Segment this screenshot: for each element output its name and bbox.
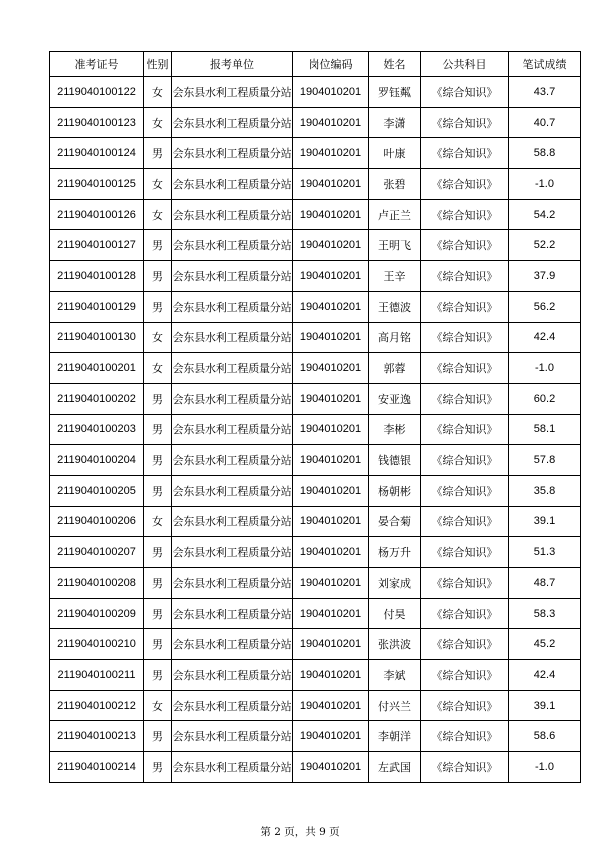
score-cell: 60.2 xyxy=(509,383,581,414)
score-cell: 48.7 xyxy=(509,568,581,599)
score-cell: 58.8 xyxy=(509,138,581,169)
score-cell: -1.0 xyxy=(509,353,581,384)
score-cell: 35.8 xyxy=(509,475,581,506)
gender-cell: 男 xyxy=(144,138,172,169)
gender-cell: 男 xyxy=(144,291,172,322)
unit-cell: 会东县水利工程质量分站 xyxy=(172,690,293,721)
subject-cell: 《综合知识》 xyxy=(421,77,509,108)
exam-id-cell: 2119040100212 xyxy=(50,690,144,721)
subject-cell: 《综合知识》 xyxy=(421,414,509,445)
name-cell: 钱德银 xyxy=(369,445,421,476)
exam-id-cell: 2119040100214 xyxy=(50,752,144,783)
score-cell: 51.3 xyxy=(509,537,581,568)
gender-cell: 女 xyxy=(144,506,172,537)
subject-cell: 《综合知识》 xyxy=(421,138,509,169)
unit-cell: 会东县水利工程质量分站 xyxy=(172,107,293,138)
unit-cell: 会东县水利工程质量分站 xyxy=(172,414,293,445)
gender-cell: 女 xyxy=(144,199,172,230)
table-row xyxy=(50,169,581,200)
table-row xyxy=(50,261,581,292)
name-cell: 安亚逸 xyxy=(369,383,421,414)
position-code-cell: 1904010201 xyxy=(293,598,369,629)
name-cell: 杨朝彬 xyxy=(369,475,421,506)
exam-id-cell: 2119040100209 xyxy=(50,598,144,629)
subject-cell: 《综合知识》 xyxy=(421,475,509,506)
position-code-cell: 1904010201 xyxy=(293,383,369,414)
subject-cell: 《综合知识》 xyxy=(421,169,509,200)
exam-id-cell: 2119040100210 xyxy=(50,629,144,660)
table-row xyxy=(50,475,581,506)
exam-id-cell: 2119040100204 xyxy=(50,445,144,476)
table-row xyxy=(50,107,581,138)
gender-cell: 女 xyxy=(144,690,172,721)
position-code-cell: 1904010201 xyxy=(293,138,369,169)
name-cell: 晏合菊 xyxy=(369,506,421,537)
name-cell: 付昊 xyxy=(369,598,421,629)
exam-id-cell: 2119040100202 xyxy=(50,383,144,414)
table-row xyxy=(50,445,581,476)
name-cell: 王辛 xyxy=(369,261,421,292)
table-row xyxy=(50,291,581,322)
gender-cell: 男 xyxy=(144,752,172,783)
name-cell: 刘家成 xyxy=(369,568,421,599)
position-code-cell: 1904010201 xyxy=(293,568,369,599)
header-position-code: 岗位编码 xyxy=(293,52,369,77)
page-number: 第 2 页，共 9 页 xyxy=(260,826,340,838)
table-row xyxy=(50,568,581,599)
subject-cell: 《综合知识》 xyxy=(421,445,509,476)
score-cell: 40.7 xyxy=(509,107,581,138)
table-row xyxy=(50,752,581,783)
score-cell: 39.1 xyxy=(509,506,581,537)
unit-cell: 会东县水利工程质量分站 xyxy=(172,721,293,752)
unit-cell: 会东县水利工程质量分站 xyxy=(172,322,293,353)
score-cell: 42.4 xyxy=(509,660,581,691)
unit-cell: 会东县水利工程质量分站 xyxy=(172,506,293,537)
table-row xyxy=(50,230,581,261)
position-code-cell: 1904010201 xyxy=(293,445,369,476)
score-cell: 56.2 xyxy=(509,291,581,322)
gender-cell: 男 xyxy=(144,629,172,660)
position-code-cell: 1904010201 xyxy=(293,506,369,537)
table-row xyxy=(50,414,581,445)
gender-cell: 男 xyxy=(144,383,172,414)
gender-cell: 女 xyxy=(144,77,172,108)
name-cell: 罗钰粼 xyxy=(369,77,421,108)
score-cell: 58.1 xyxy=(509,414,581,445)
exam-id-cell: 2119040100203 xyxy=(50,414,144,445)
gender-cell: 男 xyxy=(144,230,172,261)
subject-cell: 《综合知识》 xyxy=(421,107,509,138)
position-code-cell: 1904010201 xyxy=(293,660,369,691)
name-cell: 叶康 xyxy=(369,138,421,169)
header-unit: 报考单位 xyxy=(172,52,293,77)
score-cell: -1.0 xyxy=(509,752,581,783)
exam-id-cell: 2119040100201 xyxy=(50,353,144,384)
name-cell: 李彬 xyxy=(369,414,421,445)
position-code-cell: 1904010201 xyxy=(293,230,369,261)
table-row xyxy=(50,138,581,169)
table-header xyxy=(50,52,581,77)
position-code-cell: 1904010201 xyxy=(293,199,369,230)
table-row xyxy=(50,322,581,353)
gender-cell: 女 xyxy=(144,107,172,138)
unit-cell: 会东县水利工程质量分站 xyxy=(172,660,293,691)
position-code-cell: 1904010201 xyxy=(293,261,369,292)
header-subject: 公共科目 xyxy=(421,52,509,77)
position-code-cell: 1904010201 xyxy=(293,629,369,660)
exam-score-table xyxy=(49,51,581,783)
unit-cell: 会东县水利工程质量分站 xyxy=(172,169,293,200)
exam-id-cell: 2119040100123 xyxy=(50,107,144,138)
unit-cell: 会东县水利工程质量分站 xyxy=(172,199,293,230)
unit-cell: 会东县水利工程质量分站 xyxy=(172,568,293,599)
position-code-cell: 1904010201 xyxy=(293,414,369,445)
gender-cell: 女 xyxy=(144,322,172,353)
exam-id-cell: 2119040100205 xyxy=(50,475,144,506)
exam-id-cell: 2119040100208 xyxy=(50,568,144,599)
table-row xyxy=(50,537,581,568)
name-cell: 张洪波 xyxy=(369,629,421,660)
subject-cell: 《综合知识》 xyxy=(421,721,509,752)
position-code-cell: 1904010201 xyxy=(293,169,369,200)
header-gender: 性别 xyxy=(144,52,172,77)
name-cell: 卢正兰 xyxy=(369,199,421,230)
score-cell: 58.6 xyxy=(509,721,581,752)
name-cell: 杨万升 xyxy=(369,537,421,568)
unit-cell: 会东县水利工程质量分站 xyxy=(172,383,293,414)
subject-cell: 《综合知识》 xyxy=(421,690,509,721)
unit-cell: 会东县水利工程质量分站 xyxy=(172,77,293,108)
unit-cell: 会东县水利工程质量分站 xyxy=(172,230,293,261)
exam-id-cell: 2119040100125 xyxy=(50,169,144,200)
table-body xyxy=(50,77,581,783)
position-code-cell: 1904010201 xyxy=(293,353,369,384)
unit-cell: 会东县水利工程质量分站 xyxy=(172,445,293,476)
table-row xyxy=(50,690,581,721)
table-row xyxy=(50,353,581,384)
score-cell: 54.2 xyxy=(509,199,581,230)
score-cell: 57.8 xyxy=(509,445,581,476)
score-cell: 39.1 xyxy=(509,690,581,721)
score-cell: 43.7 xyxy=(509,77,581,108)
name-cell: 左武国 xyxy=(369,752,421,783)
table-row xyxy=(50,199,581,230)
subject-cell: 《综合知识》 xyxy=(421,383,509,414)
unit-cell: 会东县水利工程质量分站 xyxy=(172,537,293,568)
subject-cell: 《综合知识》 xyxy=(421,660,509,691)
table-row xyxy=(50,598,581,629)
score-cell: 58.3 xyxy=(509,598,581,629)
score-cell: 37.9 xyxy=(509,261,581,292)
header-score: 笔试成绩 xyxy=(509,52,581,77)
position-code-cell: 1904010201 xyxy=(293,77,369,108)
table-row xyxy=(50,721,581,752)
subject-cell: 《综合知识》 xyxy=(421,291,509,322)
name-cell: 张碧 xyxy=(369,169,421,200)
name-cell: 李潇 xyxy=(369,107,421,138)
gender-cell: 女 xyxy=(144,169,172,200)
gender-cell: 男 xyxy=(144,261,172,292)
subject-cell: 《综合知识》 xyxy=(421,322,509,353)
unit-cell: 会东县水利工程质量分站 xyxy=(172,629,293,660)
unit-cell: 会东县水利工程质量分站 xyxy=(172,752,293,783)
subject-cell: 《综合知识》 xyxy=(421,199,509,230)
exam-id-cell: 2119040100124 xyxy=(50,138,144,169)
gender-cell: 男 xyxy=(144,660,172,691)
subject-cell: 《综合知识》 xyxy=(421,261,509,292)
exam-id-cell: 2119040100206 xyxy=(50,506,144,537)
gender-cell: 女 xyxy=(144,353,172,384)
subject-cell: 《综合知识》 xyxy=(421,506,509,537)
exam-id-cell: 2119040100207 xyxy=(50,537,144,568)
unit-cell: 会东县水利工程质量分站 xyxy=(172,261,293,292)
header-name: 姓名 xyxy=(369,52,421,77)
exam-id-cell: 2119040100122 xyxy=(50,77,144,108)
position-code-cell: 1904010201 xyxy=(293,107,369,138)
exam-id-cell: 2119040100128 xyxy=(50,261,144,292)
unit-cell: 会东县水利工程质量分站 xyxy=(172,475,293,506)
unit-cell: 会东县水利工程质量分站 xyxy=(172,353,293,384)
exam-id-cell: 2119040100127 xyxy=(50,230,144,261)
subject-cell: 《综合知识》 xyxy=(421,752,509,783)
name-cell: 王明飞 xyxy=(369,230,421,261)
header-exam-id: 准考证号 xyxy=(50,52,144,77)
exam-id-cell: 2119040100126 xyxy=(50,199,144,230)
gender-cell: 男 xyxy=(144,445,172,476)
subject-cell: 《综合知识》 xyxy=(421,353,509,384)
gender-cell: 男 xyxy=(144,414,172,445)
subject-cell: 《综合知识》 xyxy=(421,629,509,660)
subject-cell: 《综合知识》 xyxy=(421,598,509,629)
position-code-cell: 1904010201 xyxy=(293,752,369,783)
name-cell: 高月铭 xyxy=(369,322,421,353)
score-cell: 42.4 xyxy=(509,322,581,353)
header-row xyxy=(50,52,581,77)
score-cell: 52.2 xyxy=(509,230,581,261)
table-row xyxy=(50,77,581,108)
position-code-cell: 1904010201 xyxy=(293,475,369,506)
exam-id-cell: 2119040100213 xyxy=(50,721,144,752)
position-code-cell: 1904010201 xyxy=(293,721,369,752)
unit-cell: 会东县水利工程质量分站 xyxy=(172,138,293,169)
position-code-cell: 1904010201 xyxy=(293,291,369,322)
exam-id-cell: 2119040100211 xyxy=(50,660,144,691)
subject-cell: 《综合知识》 xyxy=(421,537,509,568)
name-cell: 郭蓉 xyxy=(369,353,421,384)
gender-cell: 男 xyxy=(144,537,172,568)
gender-cell: 男 xyxy=(144,475,172,506)
subject-cell: 《综合知识》 xyxy=(421,568,509,599)
position-code-cell: 1904010201 xyxy=(293,322,369,353)
name-cell: 李斌 xyxy=(369,660,421,691)
score-cell: -1.0 xyxy=(509,169,581,200)
name-cell: 李朝洋 xyxy=(369,721,421,752)
gender-cell: 男 xyxy=(144,598,172,629)
table-row xyxy=(50,629,581,660)
exam-id-cell: 2119040100129 xyxy=(50,291,144,322)
score-cell: 45.2 xyxy=(509,629,581,660)
table-row xyxy=(50,660,581,691)
gender-cell: 男 xyxy=(144,568,172,599)
unit-cell: 会东县水利工程质量分站 xyxy=(172,598,293,629)
subject-cell: 《综合知识》 xyxy=(421,230,509,261)
position-code-cell: 1904010201 xyxy=(293,537,369,568)
position-code-cell: 1904010201 xyxy=(293,690,369,721)
gender-cell: 男 xyxy=(144,721,172,752)
exam-id-cell: 2119040100130 xyxy=(50,322,144,353)
name-cell: 付兴兰 xyxy=(369,690,421,721)
unit-cell: 会东县水利工程质量分站 xyxy=(172,291,293,322)
name-cell: 王德波 xyxy=(369,291,421,322)
table-row xyxy=(50,506,581,537)
table-row xyxy=(50,383,581,414)
